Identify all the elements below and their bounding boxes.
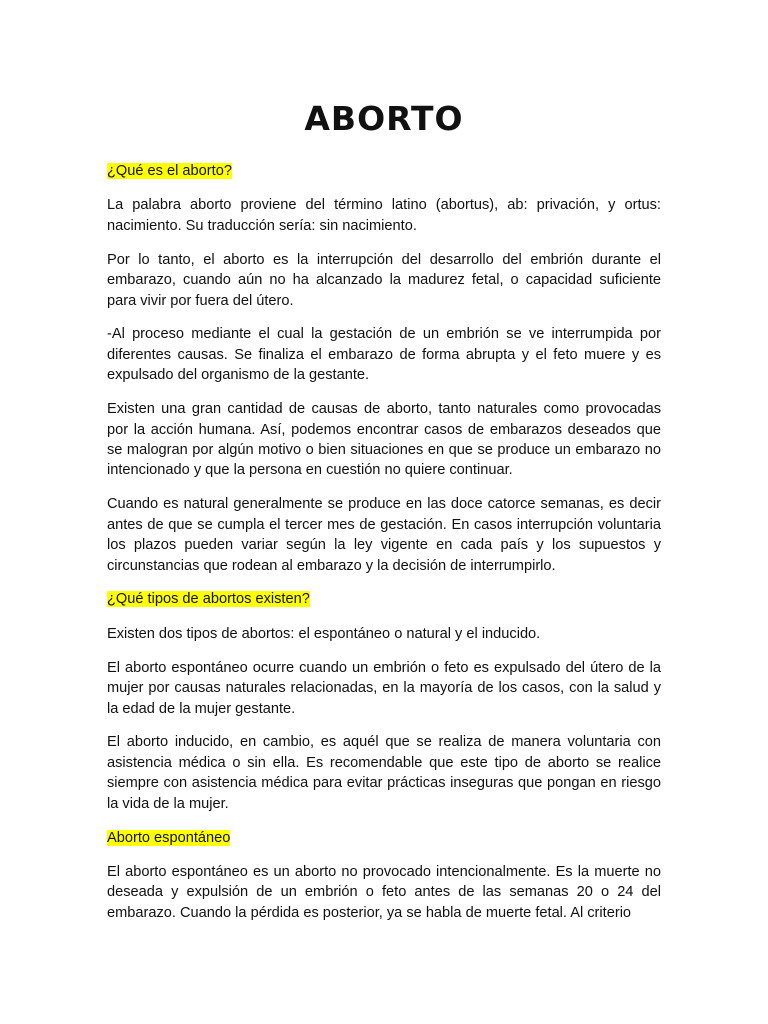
document-body	[107, 161, 661, 937]
paragraph: La palabra aborto proviene del término latino (abortus), ab: privación, y ortus: nacimiento. Su traducción sería: sin nacimiento.	[107, 197, 661, 234]
paragraph: El aborto espontáneo es un aborto no provocado intencionalmente. Es la muerte no deseada y expulsión de un embrión o feto antes de las semanas 20 o 24 del embarazo. Cuando la pérdida es posterior, ya se habla de muerte fetal. Al criterio	[107, 863, 661, 921]
highlighted-heading-text: ¿Qué es el aborto?	[107, 163, 232, 179]
paragraph: El aborto espontáneo ocurre cuando un embrión o feto es expulsado del útero de la mujer por causas naturales relacionadas, en la mayoría de los casos, con la salud y la edad de la mujer gestante.	[107, 659, 661, 717]
paragraph: -Al proceso mediante el cual la gestación de un embrión se ve interrumpida por diferentes causas. Se finaliza el embarazo de forma abrupta y el feto muere y es expulsado del organismo de la gestante.	[107, 326, 661, 384]
highlighted-heading-text: ¿Qué tipos de abortos existen?	[107, 591, 310, 608]
paragraph: Por lo tanto, el aborto es la interrupción del desarrollo del embrión durante el embarazo, cuando aún no ha alcanzado la madurez fetal, o capacidad suficiente para vivir por fuera del útero.	[107, 251, 661, 309]
paragraph: El aborto inducido, en cambio, es aquél que se realiza de manera voluntaria con asistencia médica o sin ella. Es recomendable que este tipo de aborto se realice siempre con asistencia médica para evitar prácticas inseguras que pongan en riesgo la vida de la mujer.	[107, 734, 661, 812]
document-title: ABORTO	[304, 99, 464, 138]
section-heading	[107, 828, 661, 848]
paragraph: Cuando es natural generalmente se produce en las doce catorce semanas, es decir antes de que se cumpla el tercer mes de gestación. En casos interrupción voluntaria los plazos pueden variar según la ley vigente en cada país y los supuestos y circunstancias que rodean al embarazo y la decisión de interrumpirlo.	[107, 496, 661, 574]
section-heading	[107, 161, 661, 181]
paragraph: Existen dos tipos de abortos: el espontáneo o natural y el inducido.	[107, 625, 541, 642]
paragraph: Existen una gran cantidad de causas de aborto, tanto naturales como provocadas por la acción humana. Así, podemos encontrar casos de embarazos deseados que se malogran por algún motivo o bien situaciones en que se produce un embarazo no intencionado y que la persona en cuestión no quiere continuar.	[107, 401, 661, 479]
section-heading	[107, 589, 661, 609]
highlighted-heading-text: Aborto espontáneo	[107, 829, 231, 846]
